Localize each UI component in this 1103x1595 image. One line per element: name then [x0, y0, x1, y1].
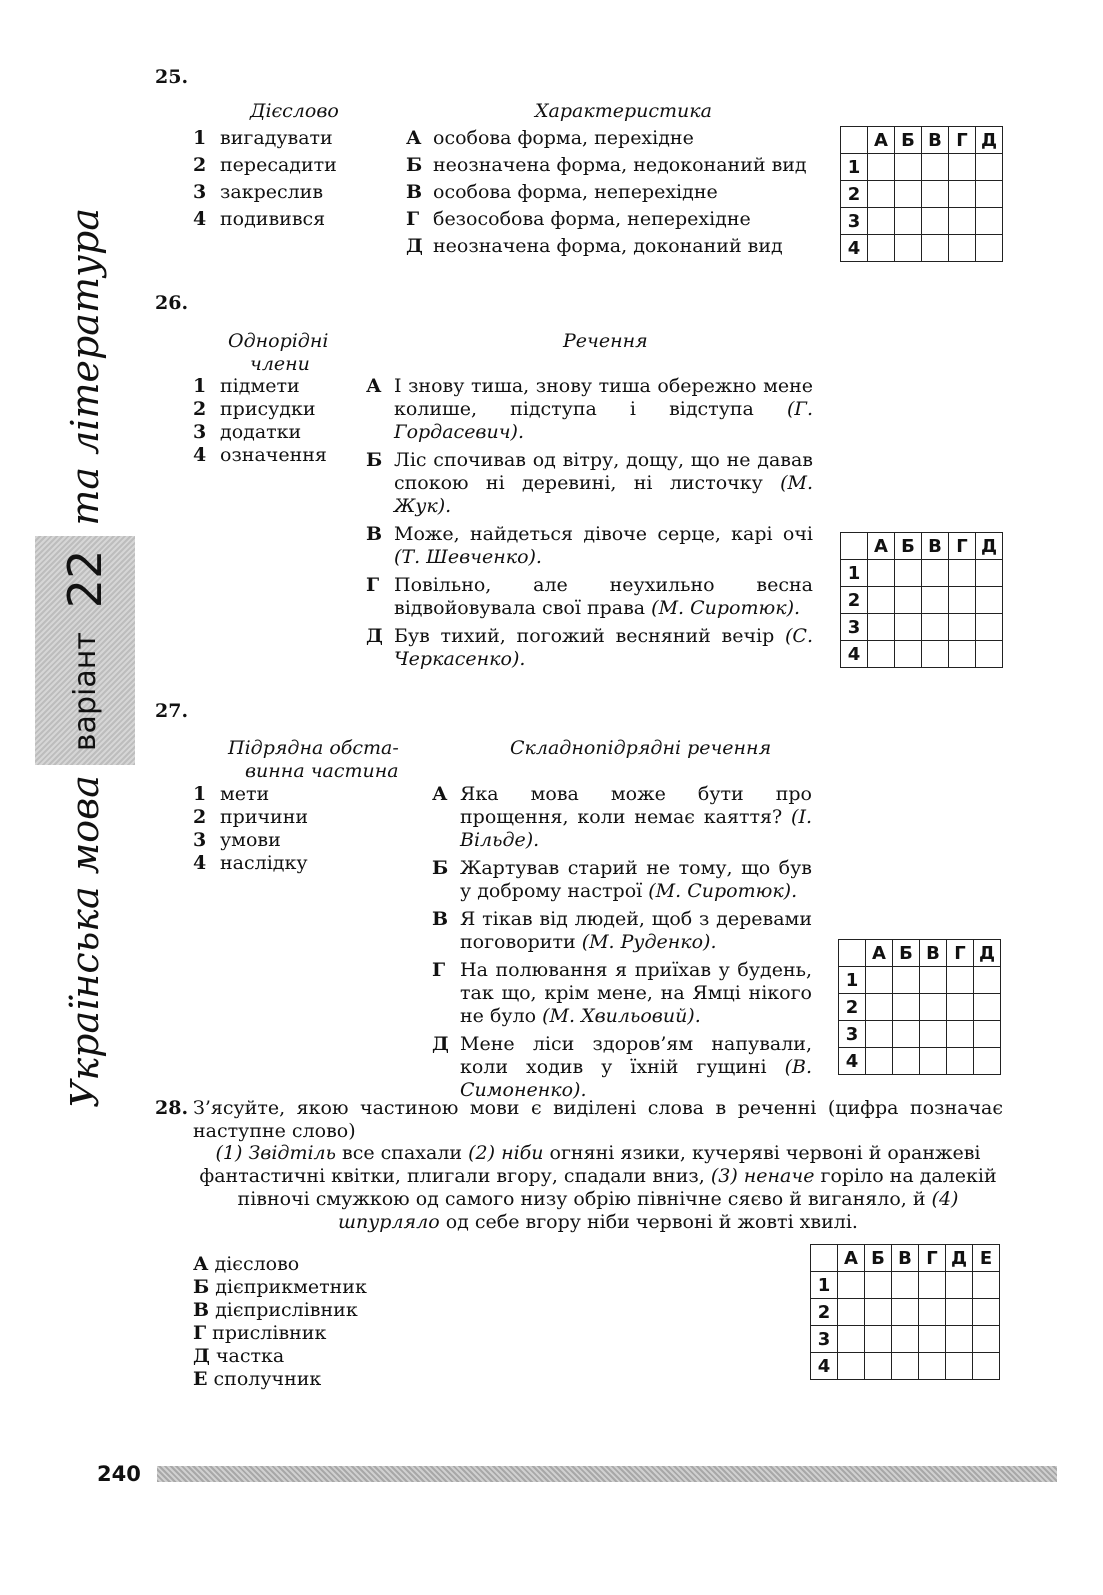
- list-item: Д частка: [193, 1345, 285, 1367]
- answer-cell[interactable]: [919, 1326, 946, 1353]
- answer-cell[interactable]: [922, 181, 949, 208]
- answer-cell[interactable]: [949, 587, 976, 614]
- answer-cell[interactable]: [865, 1353, 892, 1380]
- sidebar-vertical-title: [35, 207, 135, 1108]
- answer-grid-q26: А Б В Г Д 1 2 3 4: [840, 532, 1003, 668]
- list-item: А особова форма, перехідне: [406, 127, 694, 149]
- answer-cell[interactable]: [976, 181, 1003, 208]
- list-item: 3 додатки: [193, 421, 302, 443]
- answer-grid-q27: А Б В Г Д 1 2 3 4: [838, 939, 1001, 1075]
- answer-cell[interactable]: [895, 560, 922, 587]
- list-item: 1 підмети: [193, 375, 300, 397]
- question-27-number: 27.: [155, 700, 189, 722]
- answer-cell[interactable]: [865, 1272, 892, 1299]
- answer-cell[interactable]: [946, 1353, 973, 1380]
- answer-cell[interactable]: [892, 1272, 919, 1299]
- list-item: Е сполучник: [193, 1368, 322, 1390]
- answer-cell[interactable]: [949, 614, 976, 641]
- answer-cell[interactable]: [895, 154, 922, 181]
- q25-left-header: Дієслово: [250, 100, 339, 122]
- page-number: 240: [97, 1462, 141, 1486]
- q27-right-header: Складнопідрядні речення: [510, 737, 772, 759]
- q27-left-list: [193, 783, 308, 875]
- answer-cell[interactable]: [920, 994, 947, 1021]
- answer-cell[interactable]: [895, 235, 922, 262]
- list-item: В Я тікав від людей, щоб з деревами поговорити (М. Руденко).: [432, 908, 812, 953]
- question-26-number: 26.: [155, 292, 189, 314]
- list-item: 2 причини: [193, 806, 309, 828]
- list-item: А дієслово: [193, 1253, 300, 1275]
- q26-left-header-1: Однорідні: [228, 330, 329, 352]
- answer-cell[interactable]: [838, 1299, 865, 1326]
- answer-cell[interactable]: [947, 1048, 974, 1075]
- q26-left-list: [193, 375, 327, 467]
- answer-grid-q25: А Б В Г Д 1 2 3 4: [840, 126, 1003, 262]
- answer-cell[interactable]: [895, 614, 922, 641]
- answer-cell[interactable]: [946, 1326, 973, 1353]
- answer-cell[interactable]: [866, 1048, 893, 1075]
- answer-cell[interactable]: [949, 641, 976, 668]
- answer-cell[interactable]: [974, 994, 1001, 1021]
- answer-cell[interactable]: [919, 1299, 946, 1326]
- answer-cell[interactable]: [976, 587, 1003, 614]
- answer-cell[interactable]: [922, 641, 949, 668]
- answer-cell[interactable]: [893, 967, 920, 994]
- answer-cell[interactable]: [866, 967, 893, 994]
- list-item: 1 вигадувати: [193, 127, 333, 149]
- q26-right-header: Речення: [563, 330, 648, 352]
- q26-left-header-2: члени: [250, 353, 310, 375]
- answer-cell[interactable]: [868, 641, 895, 668]
- q28-sentence: (1) Звідтіль все спахали (2) ніби огняні язики, кучеряві червоні й оранжеві фантастичні квітки, плигали вгору, спадали вниз, (3) неначе горіло на далекій півночі смужкою од самого низу обрію північне сяєво й виганяло, й (4) шпурляло од себе вгору ніби червоні й жовті хвилі.: [199, 1142, 997, 1233]
- answer-cell[interactable]: [893, 1048, 920, 1075]
- list-item: А І знову тиша, знову тиша обережно мене колише, підступа і відступа (Г. Гордасевич).: [366, 375, 814, 443]
- answer-grid-q28: А Б В Г Д Е 1 2 3 4: [810, 1244, 1000, 1380]
- answer-cell[interactable]: [868, 235, 895, 262]
- answer-cell[interactable]: [976, 235, 1003, 262]
- answer-cell[interactable]: [868, 208, 895, 235]
- answer-cell[interactable]: [892, 1299, 919, 1326]
- answer-cell[interactable]: [868, 560, 895, 587]
- answer-cell[interactable]: [947, 1021, 974, 1048]
- list-item: Д неозначена форма, доконаний вид: [406, 235, 783, 257]
- answer-cell[interactable]: [868, 587, 895, 614]
- list-item: Г безособова форма, неперехідне: [406, 208, 751, 230]
- answer-cell[interactable]: [976, 614, 1003, 641]
- answer-cell[interactable]: [865, 1326, 892, 1353]
- answer-cell[interactable]: [865, 1299, 892, 1326]
- answer-cell[interactable]: [920, 967, 947, 994]
- answer-cell[interactable]: [974, 967, 1001, 994]
- sidebar: [35, 207, 135, 1108]
- answer-cell[interactable]: [949, 560, 976, 587]
- q27-right-list: [432, 783, 812, 1102]
- answer-cell[interactable]: [895, 641, 922, 668]
- answer-cell[interactable]: [892, 1326, 919, 1353]
- answer-cell[interactable]: [946, 1299, 973, 1326]
- answer-cell[interactable]: [922, 235, 949, 262]
- answer-cell[interactable]: [974, 1021, 1001, 1048]
- answer-cell[interactable]: [893, 994, 920, 1021]
- answer-cell[interactable]: [868, 181, 895, 208]
- answer-cell[interactable]: [946, 1272, 973, 1299]
- answer-cell[interactable]: [866, 1021, 893, 1048]
- answer-cell[interactable]: [949, 181, 976, 208]
- footer-decorative-band: [157, 1466, 1057, 1482]
- list-item: Б Жартував старий не тому, що був у доброму настрої (М. Сиротюк).: [432, 857, 812, 902]
- question-25-number: 25.: [155, 66, 189, 88]
- answer-cell[interactable]: [949, 208, 976, 235]
- answer-cell[interactable]: [868, 154, 895, 181]
- q25-left-list: [193, 127, 337, 235]
- q28-options-list: [193, 1253, 367, 1391]
- list-item: 4 означення: [193, 444, 327, 466]
- q26-right-list: [366, 375, 813, 671]
- answer-cell[interactable]: [922, 560, 949, 587]
- answer-cell[interactable]: [895, 181, 922, 208]
- list-item: А Яка мова може бути про прощення, коли немає каяття? (І. Вільде).: [432, 783, 812, 851]
- list-item: 2 пересадити: [193, 154, 337, 176]
- list-item: Г Повільно, але неухильно весна відвойовувала свої права (М. Сиротюк).: [366, 574, 813, 619]
- answer-cell[interactable]: [973, 1299, 1000, 1326]
- sidebar-subject-part2: та література: [63, 207, 107, 526]
- list-item: Г прислівник: [193, 1322, 327, 1344]
- answer-cell[interactable]: [976, 560, 1003, 587]
- answer-cell[interactable]: [838, 1326, 865, 1353]
- answer-cell[interactable]: [838, 1353, 865, 1380]
- answer-cell[interactable]: [973, 1272, 1000, 1299]
- answer-cell[interactable]: [895, 208, 922, 235]
- list-item: Б Ліс спочивав од вітру, дощу, що не давав спокою ні деревині, ні листочку (М. Жук).: [366, 449, 813, 517]
- answer-cell[interactable]: [974, 1048, 1001, 1075]
- list-item: В особова форма, неперехідне: [406, 181, 718, 203]
- sidebar-variant-number: 22: [58, 549, 112, 609]
- list-item: 4 наслідку: [193, 852, 308, 874]
- answer-cell[interactable]: [922, 614, 949, 641]
- answer-cell[interactable]: [947, 994, 974, 1021]
- list-item: Г На полювання я приїхав у будень, так що, крім мене, на Ямці нікого не було (М. Хвильовий).: [432, 959, 812, 1027]
- answer-cell[interactable]: [920, 1021, 947, 1048]
- answer-cell[interactable]: [922, 587, 949, 614]
- answer-cell[interactable]: [895, 587, 922, 614]
- answer-cell[interactable]: [976, 208, 1003, 235]
- answer-cell[interactable]: [973, 1326, 1000, 1353]
- list-item: Б неозначена форма, недоконаний вид: [406, 154, 807, 176]
- answer-cell[interactable]: [868, 614, 895, 641]
- list-item: Д Був тихий, погожий весняний вечір (С. Черкасенко).: [366, 625, 813, 670]
- list-item: 3 закреслив: [193, 181, 324, 203]
- answer-cell[interactable]: [838, 1272, 865, 1299]
- q25-right-list: [406, 127, 807, 262]
- answer-cell[interactable]: [922, 154, 949, 181]
- answer-cell[interactable]: [866, 994, 893, 1021]
- list-item: В Може, найдеться дівоче серце, карі очі (Т. Шевченко).: [366, 523, 813, 568]
- answer-cell[interactable]: [976, 641, 1003, 668]
- answer-cell[interactable]: [892, 1353, 919, 1380]
- sidebar-subject-part1: Українська мова: [63, 775, 107, 1108]
- answer-cell[interactable]: [949, 154, 976, 181]
- list-item: Б дієприкметник: [193, 1276, 367, 1298]
- answer-cell[interactable]: [922, 208, 949, 235]
- answer-cell[interactable]: [973, 1353, 1000, 1380]
- answer-cell[interactable]: [947, 967, 974, 994]
- list-item: В дієприслівник: [193, 1299, 358, 1321]
- list-item: 2 присудки: [193, 398, 316, 420]
- sidebar-variant-band: [35, 536, 135, 765]
- list-item: 3 умови: [193, 829, 281, 851]
- sidebar-variant-label: варіант: [67, 632, 103, 752]
- answer-cell[interactable]: [949, 235, 976, 262]
- q28-prompt: З’ясуйте, якою частиною мови є виділені слова в реченні (цифра позначає наступне слово): [193, 1097, 1003, 1142]
- q27-left-header-2: винна частина: [245, 760, 399, 782]
- q27-left-header-1: Підрядна обста-: [228, 737, 399, 759]
- q25-right-header: Характеристика: [535, 100, 712, 122]
- answer-cell[interactable]: [919, 1272, 946, 1299]
- answer-cell[interactable]: [919, 1353, 946, 1380]
- question-28-number: 28.: [155, 1097, 189, 1119]
- answer-cell[interactable]: [976, 154, 1003, 181]
- list-item: 4 подивився: [193, 208, 326, 230]
- list-item: 1 мети: [193, 783, 270, 805]
- list-item: Д Мене ліси здоров’ям напували, коли ходив у їхній гущині (В. Симоненко).: [432, 1033, 812, 1101]
- answer-cell[interactable]: [893, 1021, 920, 1048]
- answer-cell[interactable]: [920, 1048, 947, 1075]
